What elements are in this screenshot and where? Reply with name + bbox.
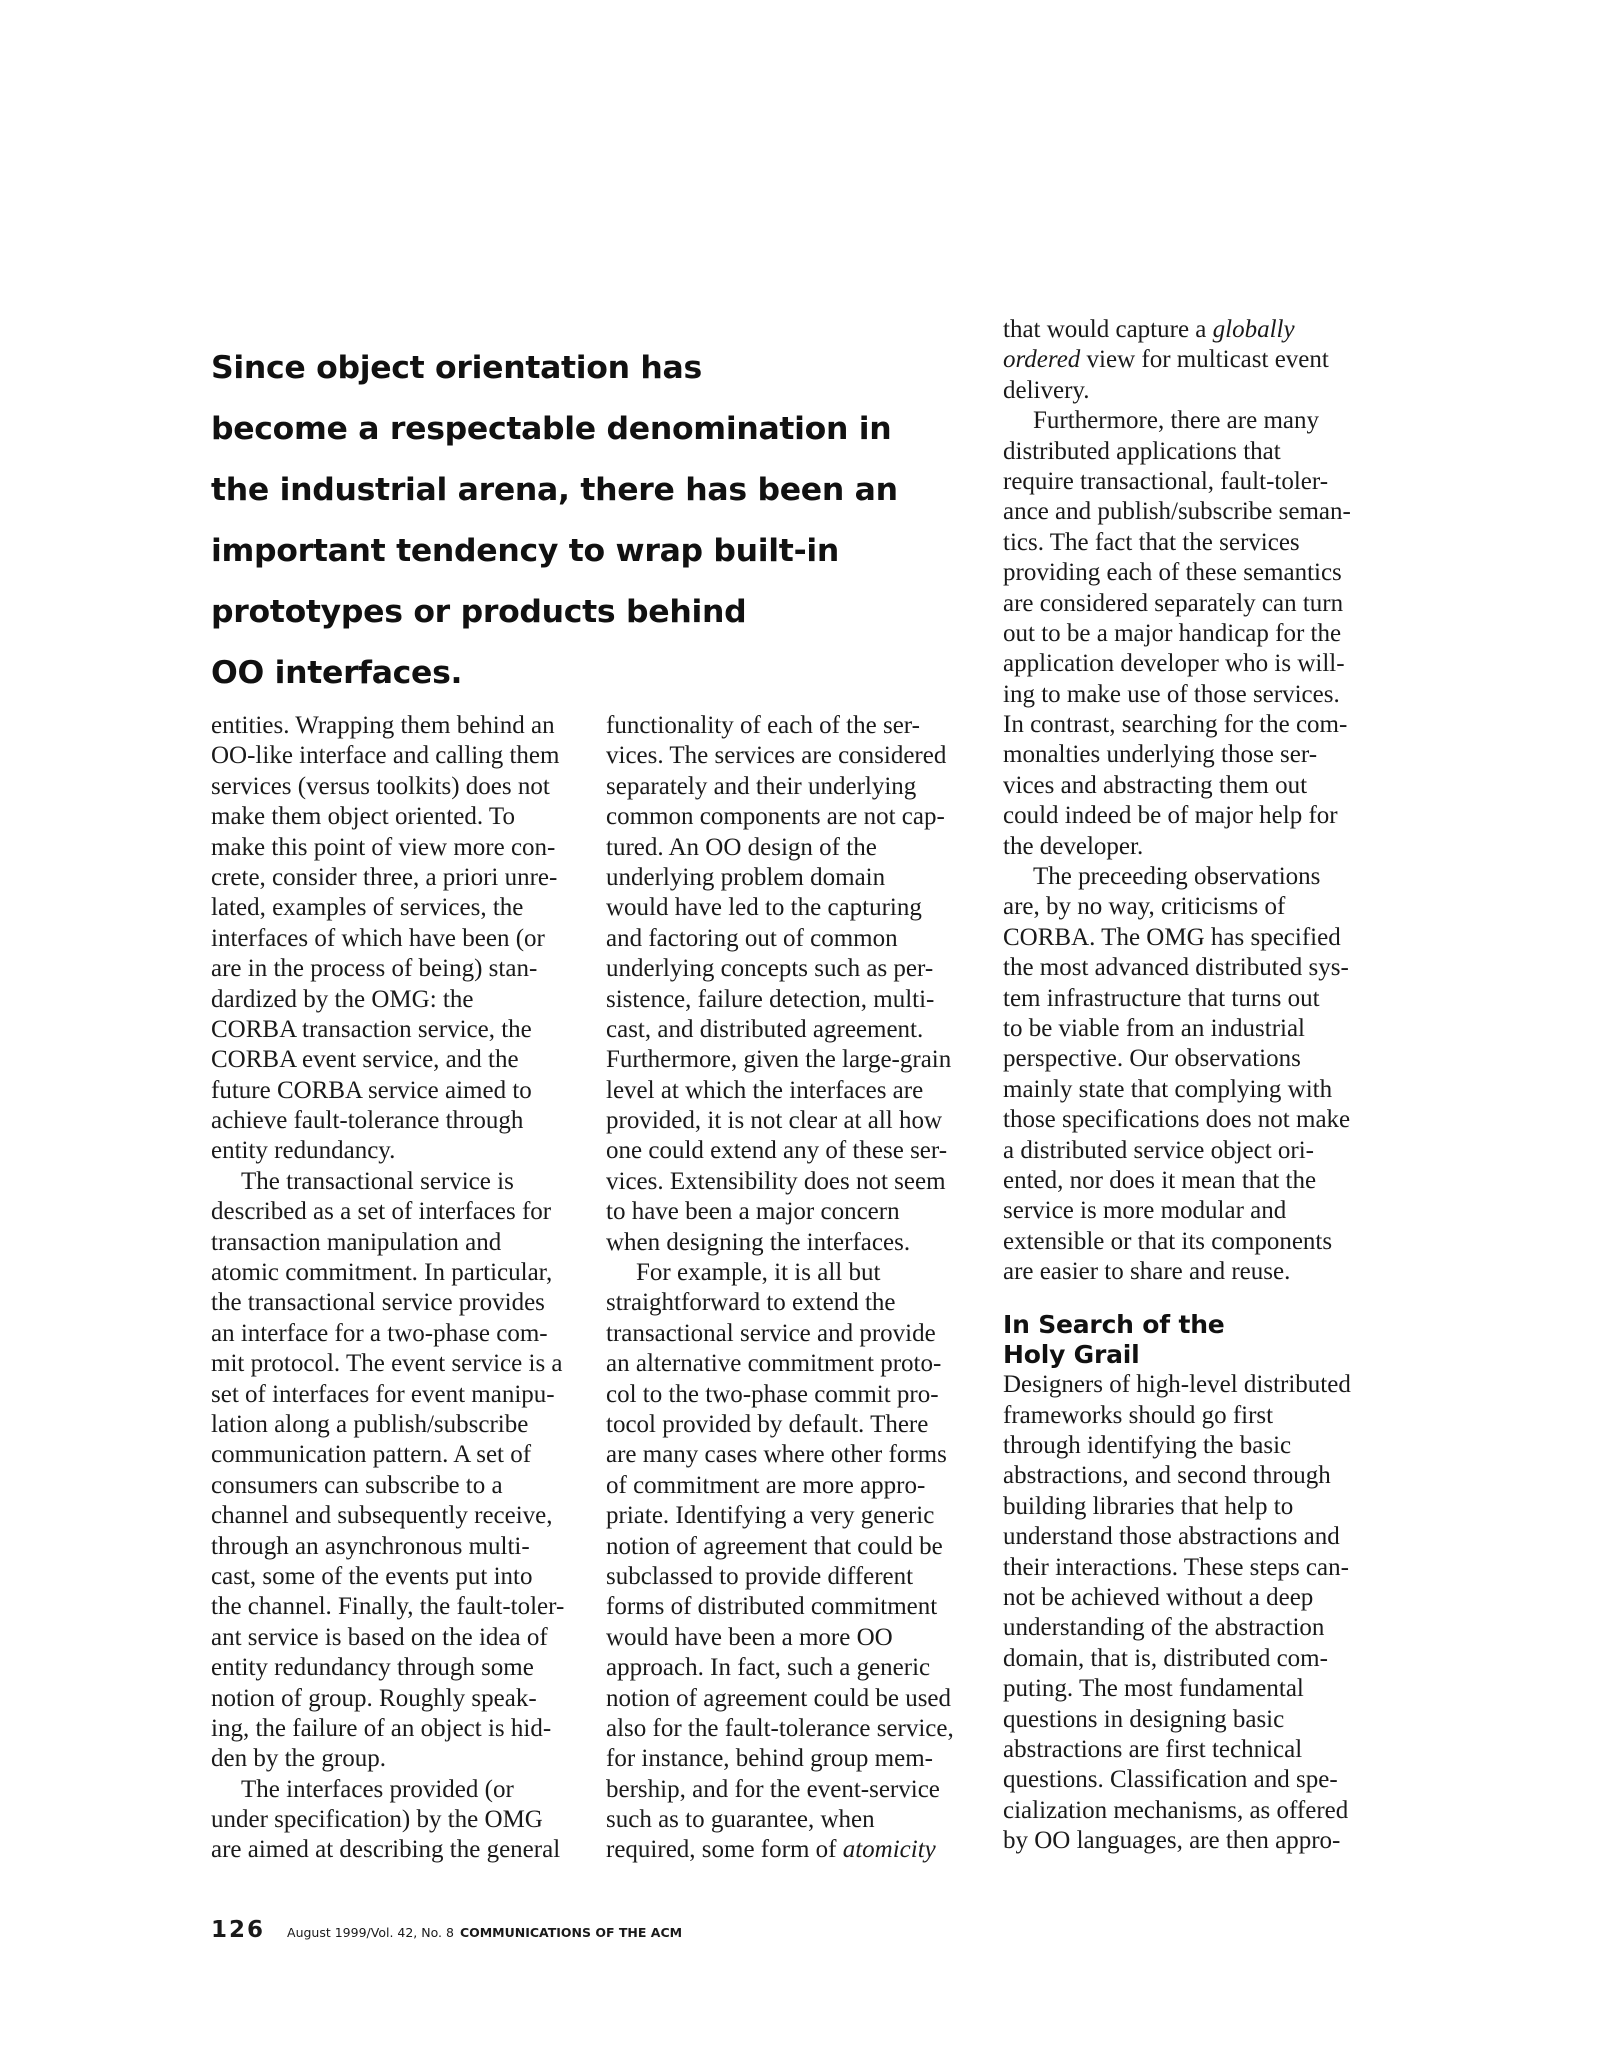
text-column-1 <box>211 711 591 1866</box>
pull-quote-line: become a respectable denomination in <box>211 411 892 447</box>
body-text-line: delivery. <box>1003 376 1090 404</box>
section-heading-line: Holy Grail <box>1003 1339 1140 1369</box>
body-text-line: extensible or that its components <box>1003 1227 1333 1255</box>
body-text-line: future CORBA service aimed to <box>211 1076 532 1104</box>
body-text-line: monalties underlying those ser- <box>1003 741 1318 769</box>
page-number: 126 <box>211 1917 266 1943</box>
body-text-line: Designers of high-level distributed <box>1003 1371 1351 1399</box>
body-text-line: make this point of view more con- <box>211 833 556 861</box>
body-text-line: would have been a more OO <box>606 1623 893 1651</box>
body-text-line: are in the process of being) stan- <box>211 955 538 983</box>
body-text-line: are easier to share and reuse. <box>1003 1258 1291 1286</box>
body-text-line: Furthermore, given the large-grain <box>606 1046 952 1074</box>
body-text-line: CORBA. The OMG has specified <box>1003 923 1341 951</box>
body-text-line: tics. The fact that the services <box>1003 528 1300 556</box>
body-text-line: also for the fault-tolerance service, <box>606 1714 954 1742</box>
body-text-line: entities. Wrapping them behind an <box>211 712 555 739</box>
body-text-line: out to be a major handicap for the <box>1003 619 1342 647</box>
body-text-line: CORBA transaction service, the <box>211 1015 532 1043</box>
body-text-line: puting. The most fundamental <box>1003 1675 1304 1703</box>
emphasized-word: atomicity <box>842 1836 936 1864</box>
body-text-line: lation along a publish/subscribe <box>211 1410 529 1438</box>
body-text-line: tem infrastructure that turns out <box>1003 984 1320 1012</box>
body-text-line: The preceeding observations <box>1033 863 1321 891</box>
body-text-line: mit protocol. The event service is a <box>211 1350 563 1378</box>
emphasized-word: globally <box>1212 316 1295 343</box>
body-text-line: of commitment are more appro- <box>606 1471 926 1499</box>
body-text-line: OO-like interface and calling them <box>211 742 560 770</box>
body-text-line: are, by no way, criticisms of <box>1003 893 1286 921</box>
body-text-line: tured. An OO design of the <box>606 833 877 861</box>
body-text-line: one could extend any of these ser- <box>606 1137 948 1165</box>
body-text-line: make them object oriented. To <box>211 803 515 831</box>
body-text-line: services (versus toolkits) does not <box>211 772 550 800</box>
body-text-line: In contrast, searching for the com- <box>1003 711 1348 739</box>
body-text-line: notion of group. Roughly speak- <box>211 1684 537 1712</box>
body-text-line: The transactional service is <box>241 1167 514 1195</box>
body-text-line: Furthermore, there are many <box>1033 407 1319 435</box>
body-text-line: application developer who is will- <box>1003 650 1345 678</box>
body-text-line: priate. Identifying a very generic <box>606 1502 935 1530</box>
body-text-line: are considered separately can turn <box>1003 589 1344 617</box>
body-text-line: understand those abstractions and <box>1003 1523 1340 1551</box>
body-text-line: described as a set of interfaces for <box>211 1198 552 1226</box>
body-text-line: abstractions are first technical <box>1003 1735 1303 1763</box>
body-text-line: require transactional, fault-toler- <box>1003 467 1329 495</box>
body-text-line: and factoring out of common <box>606 924 898 952</box>
pull-quote-line: OO interfaces. <box>211 655 463 691</box>
body-text-line: underlying problem domain <box>606 863 886 891</box>
body-text-line: ing, the failure of an object is hid- <box>211 1714 552 1742</box>
body-text-line: for instance, behind group mem- <box>606 1745 933 1773</box>
body-text-line: approach. In fact, such a generic <box>606 1654 931 1682</box>
body-text-line: cast, and distributed agreement. <box>606 1015 924 1043</box>
body-text-line: cialization mechanisms, as offered <box>1003 1796 1349 1824</box>
body-text-line: ented, nor does it mean that the <box>1003 1166 1317 1194</box>
body-text-line: not be achieved without a deep <box>1003 1584 1314 1612</box>
journal-name: COMMUNICATIONS OF THE ACM <box>459 1925 683 1940</box>
body-text-line: by OO languages, are then appro- <box>1003 1827 1341 1855</box>
body-text-line: channel and subsequently receive, <box>211 1502 553 1530</box>
body-text-line: entity redundancy through some <box>211 1654 534 1682</box>
body-text-line: For example, it is all but <box>636 1259 881 1287</box>
body-text-line: could indeed be of major help for <box>1003 802 1338 830</box>
body-text-line: common components are not cap- <box>606 803 945 831</box>
body-text-line: service is more modular and <box>1003 1197 1287 1225</box>
body-text-line: questions in designing basic <box>1003 1705 1285 1733</box>
body-text-line: would have led to the capturing <box>606 894 922 922</box>
body-text-line: transaction manipulation and <box>211 1228 502 1256</box>
body-text-line: provided, it is not clear at all how <box>606 1107 943 1135</box>
pull-quote <box>211 338 971 704</box>
pull-quote-line: prototypes or products behind <box>211 594 747 630</box>
body-text-line: vices and abstracting them out <box>1003 771 1308 799</box>
body-text-line: notion of agreement could be used <box>606 1684 952 1712</box>
body-text-line: an interface for a two-phase com- <box>211 1319 548 1347</box>
body-text-line: the channel. Finally, the fault-toler- <box>211 1593 565 1621</box>
body-text-line: ance and publish/subscribe seman- <box>1003 498 1351 526</box>
body-text-line: transactional service and provide <box>606 1319 936 1347</box>
body-text-line: to be viable from an industrial <box>1003 1014 1306 1042</box>
body-text-line: tocol provided by default. There <box>606 1410 929 1438</box>
body-text-line: required, some form of atomicity <box>606 1836 936 1864</box>
body-text-line: level at which the interfaces are <box>606 1076 924 1104</box>
body-text-line: CORBA event service, and the <box>211 1046 519 1074</box>
body-text-line: such as to guarantee, when <box>606 1806 875 1834</box>
body-text-line: domain, that is, distributed com- <box>1003 1644 1328 1672</box>
body-text-line: bership, and for the event-service <box>606 1775 940 1803</box>
issue-info: August 1999/Vol. 42, No. 8 <box>287 1925 454 1940</box>
body-text-line: building libraries that help to <box>1003 1492 1294 1520</box>
body-text-line: den by the group. <box>211 1745 386 1773</box>
body-text-line: the developer. <box>1003 832 1144 860</box>
body-text-line: sistence, failure detection, multi- <box>606 985 935 1013</box>
body-text-line: mainly state that complying with <box>1003 1075 1333 1103</box>
body-text-line: entity redundancy. <box>211 1137 396 1165</box>
body-text-line: are many cases where other forms <box>606 1441 947 1469</box>
body-text-line: dardized by the OMG: the <box>211 985 474 1013</box>
body-text-line: set of interfaces for event manipu- <box>211 1380 555 1408</box>
body-text-line: crete, consider three, a priori unre- <box>211 863 558 891</box>
section-spacer <box>1003 1288 1383 1310</box>
body-text-line: atomic commitment. In particular, <box>211 1259 553 1287</box>
body-text-line: under specification) by the OMG <box>211 1806 543 1834</box>
body-text-line: those specifications does not make <box>1003 1106 1351 1134</box>
body-text-line: forms of distributed commitment <box>606 1593 938 1621</box>
body-text-line: to have been a major concern <box>606 1198 900 1226</box>
pull-quote-line: the industrial arena, there has been an <box>211 472 898 508</box>
body-text-line: questions. Classification and spe- <box>1003 1766 1338 1794</box>
body-text-line: ing to make use of those services. <box>1003 680 1340 708</box>
body-text-line: through an asynchronous multi- <box>211 1532 530 1560</box>
body-text-line: notion of agreement that could be <box>606 1532 943 1560</box>
body-text-line: subclassed to provide different <box>606 1562 914 1590</box>
body-text-line: vices. Extensibility does not seem <box>606 1167 946 1195</box>
body-text-line: understanding of the abstraction <box>1003 1614 1325 1642</box>
body-text-line: vices. The services are considered <box>606 742 947 770</box>
body-text-line: when designing the interfaces. <box>606 1228 911 1256</box>
body-text-line: lated, examples of services, the <box>211 894 524 922</box>
body-text-line: frameworks should go first <box>1003 1401 1274 1429</box>
body-text-line: distributed applications that <box>1003 437 1281 465</box>
body-text-line: underlying concepts such as per- <box>606 955 934 983</box>
body-text-line: separately and their underlying <box>606 772 917 800</box>
body-text-line: providing each of these semantics <box>1003 559 1342 587</box>
body-text-line: an alternative commitment proto- <box>606 1350 942 1378</box>
body-text-line: the transactional service provides <box>211 1289 545 1317</box>
text-column-3 <box>1003 315 1383 1857</box>
body-text-line: the most advanced distributed sys- <box>1003 954 1349 982</box>
body-text-line: their interactions. These steps can- <box>1003 1553 1349 1581</box>
body-text-line: perspective. Our observations <box>1003 1045 1301 1073</box>
body-text-line: communication pattern. A set of <box>211 1441 532 1469</box>
emphasized-word: ordered <box>1003 346 1081 374</box>
body-text-line: through identifying the basic <box>1003 1432 1292 1460</box>
body-text-line: The interfaces provided (or <box>241 1775 514 1803</box>
pull-quote-line: important tendency to wrap built-in <box>211 533 839 569</box>
body-text-line: functionality of each of the ser- <box>606 712 920 739</box>
body-text-line: a distributed service object ori- <box>1003 1136 1314 1164</box>
body-text-line: ant service is based on the idea of <box>211 1623 548 1651</box>
page-footer <box>211 1917 682 1943</box>
body-text-line: are aimed at describing the general <box>211 1836 561 1864</box>
body-text-line: consumers can subscribe to a <box>211 1471 503 1499</box>
body-text-line: col to the two-phase commit pro- <box>606 1380 939 1408</box>
text-column-2 <box>606 711 986 1866</box>
section-heading-line: In Search of the <box>1003 1309 1225 1339</box>
body-text-line: achieve fault-tolerance through <box>211 1107 524 1135</box>
body-text-line: straightforward to extend the <box>606 1289 896 1317</box>
body-text-line: cast, some of the events put into <box>211 1562 533 1590</box>
body-text-line: ordered view for multicast event <box>1003 346 1329 374</box>
body-text-line: that would capture a globally <box>1003 316 1295 343</box>
pull-quote-line: Since object orientation has <box>211 350 702 386</box>
body-text-line: interfaces of which have been (or <box>211 924 545 952</box>
body-text-line: abstractions, and second through <box>1003 1462 1331 1490</box>
